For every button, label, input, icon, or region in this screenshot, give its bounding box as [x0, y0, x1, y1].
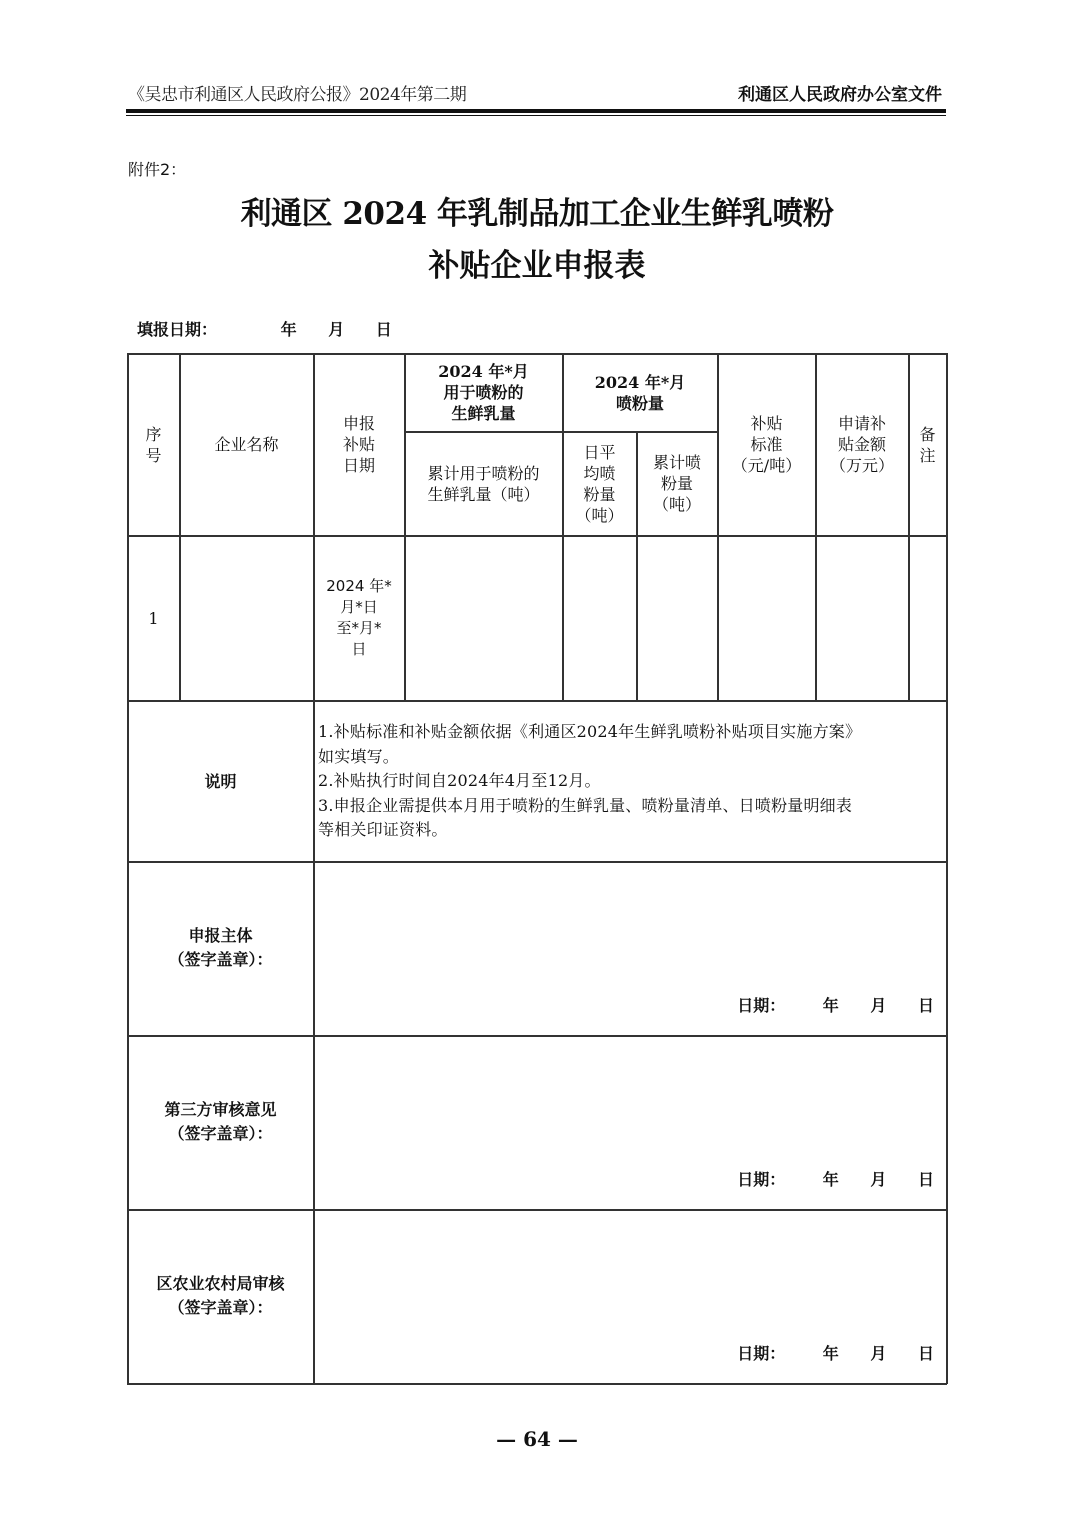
sign-applicant-label — [128, 924, 313, 972]
header-powder-group: 2024 年*月 喷粉量 — [594, 372, 686, 413]
sign-date-year: 年 — [822, 1344, 839, 1363]
office-header: 利通区人民政府办公室文件 — [738, 85, 942, 105]
sign-agri-bureau-label — [128, 1272, 313, 1320]
sign-date-month: 月 — [870, 1170, 887, 1189]
sign-label-line2: （签字盖章）： — [168, 1124, 273, 1143]
journal-header: 《吴忠市利通区人民政府公报》2024年第二期 — [128, 85, 467, 105]
sign-date-day: 日 — [917, 1344, 934, 1363]
sign-label-line2: （签字盖章）： — [168, 1298, 273, 1317]
attachment-label: 附件2： — [128, 160, 187, 179]
row1-powder-daily-avg[interactable] — [563, 536, 636, 700]
document-title-line1: 利通区 2024 年乳制品加工企业生鲜乳喷粉 — [240, 196, 834, 232]
sign-date-year: 年 — [822, 1170, 839, 1189]
notes-line: 3.申报企业需提供本月用于喷粉的生鲜乳量、喷粉量清单、日喷粉量明细表 — [318, 795, 853, 815]
row1-apply-period: 2024 年* 月*日 至*月* 日 — [326, 577, 392, 658]
fill-date-month: 月 — [328, 320, 345, 339]
page-number: — 64 — — [496, 1427, 578, 1451]
header-powder-daily-avg: 日平 均喷 粉量 （吨） — [575, 442, 624, 525]
notes-line: 等相关印证资料。 — [318, 820, 448, 839]
header-subsidy-amount: 申请补 贴金额 （万元） — [829, 414, 894, 475]
fill-date-day: 日 — [375, 320, 392, 339]
header-company: 企业名称 — [214, 435, 279, 454]
notes-label: 说明 — [204, 771, 237, 791]
row1-powder-cumulative[interactable] — [637, 536, 717, 700]
header-milk-group: 2024 年*月 用于喷粉的 生鲜乳量 — [438, 362, 529, 423]
sign-date-year: 年 — [822, 996, 839, 1015]
sign-date-label: 日期： — [737, 1170, 786, 1189]
sign2-bottom-line — [127, 1209, 947, 1211]
header-milk-cumulative: 累计用于喷粉的 生鲜乳量（吨） — [427, 463, 540, 504]
row1-company[interactable] — [180, 536, 313, 700]
sign-applicant-date — [737, 993, 934, 1016]
sign-date-label: 日期： — [737, 1344, 786, 1363]
notes-content — [318, 720, 940, 843]
header-rule-thick — [126, 109, 946, 113]
header-apply-period: 申报 补贴 日期 — [342, 414, 375, 475]
notes-line: 2.补贴执行时间自2024年4月至12月。 — [318, 771, 601, 790]
sign-label-line1: 区农业农村局审核 — [156, 1274, 285, 1293]
sign-third-party-date — [737, 1167, 934, 1190]
row1-subsidy-standard[interactable] — [718, 536, 815, 700]
sign-date-day: 日 — [917, 996, 934, 1015]
fill-date-label: 填报日期： — [137, 320, 218, 339]
sign-agri-bureau-date — [737, 1341, 934, 1364]
row1-subsidy-amount[interactable] — [816, 536, 908, 700]
sign-date-label: 日期： — [737, 996, 786, 1015]
fill-date-year: 年 — [280, 320, 297, 339]
row1-seq: 1 — [148, 608, 159, 628]
sign-label-line2: （签字盖章）： — [168, 950, 273, 969]
row1-remarks[interactable] — [909, 536, 946, 700]
row1-milk-cumulative[interactable] — [405, 536, 562, 700]
sign1-bottom-line — [127, 1035, 947, 1037]
sign-date-month: 月 — [870, 1344, 887, 1363]
notes-bottom-line — [127, 861, 947, 863]
sign-date-month: 月 — [870, 996, 887, 1015]
table-border-bottom — [127, 1383, 947, 1385]
sign-label-line1: 第三方审核意见 — [164, 1100, 277, 1119]
notes-line: 1.补贴标准和补贴金额依据《利通区2024年生鲜乳喷粉补贴项目实施方案》 — [318, 722, 862, 741]
header-remarks: 备 注 — [919, 424, 936, 465]
sign-label-line1: 申报主体 — [188, 926, 253, 945]
document-title-line2: 补贴企业申报表 — [428, 248, 646, 284]
notes-line: 如实填写。 — [318, 746, 400, 766]
table-border-right — [946, 353, 948, 1384]
header-powder-cumulative: 累计喷 粉量 （吨） — [652, 453, 701, 514]
header-rule-thin — [126, 115, 946, 116]
fill-date — [137, 317, 392, 340]
sign-third-party-label — [128, 1098, 313, 1146]
header-subsidy-standard: 补贴 标准 （元/吨） — [731, 414, 802, 475]
sign-date-day: 日 — [917, 1170, 934, 1189]
header-seq: 序 号 — [145, 424, 162, 465]
